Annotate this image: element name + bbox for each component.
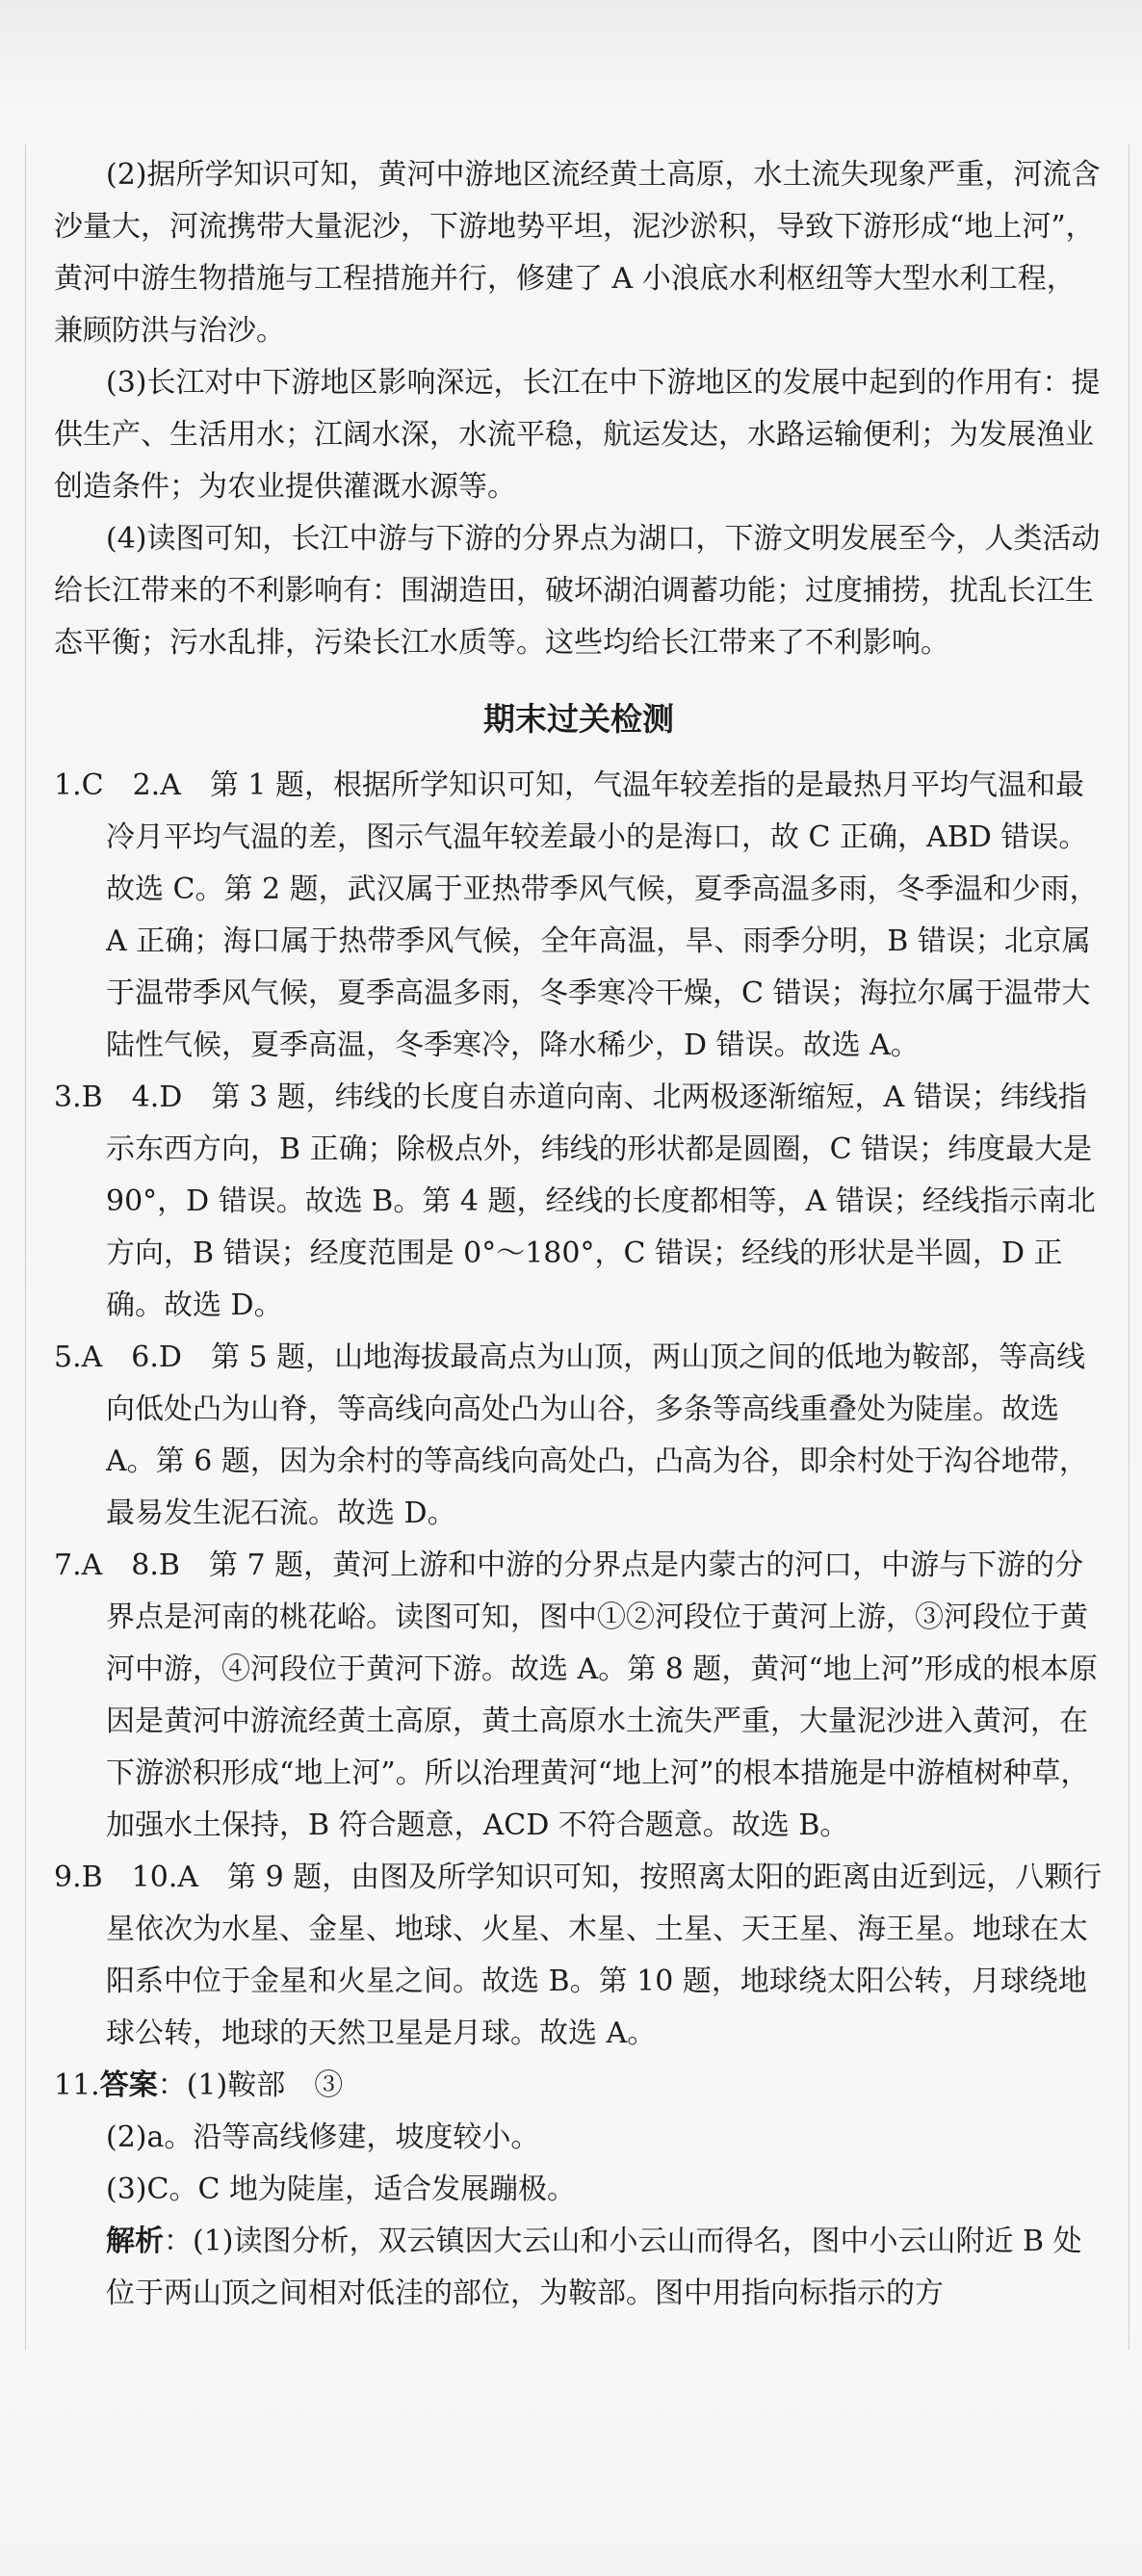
q11-answer-3: (3)C。C 地为陡崖，适合发展蹦极。 [106, 2173, 576, 2206]
answer-9-10: 9.B 10.A 第 9 题，由图及所学知识可知，按照离太阳的距离由近到远，八颗行星依次为水星、金星、地球、火星、木星、土星、天王星、海王星。地球在太阳系中位于金星和火星之间。故选 B。第 10 题，地球绕太阳公转，月球绕地球公转，地球的天然卫星是月球。故选 A。 [54, 1860, 1103, 2050]
q11-analysis-label: 解析 [106, 2225, 164, 2258]
q11-answer-2: (2)a。沿等高线修建，坡度较小。 [106, 2121, 540, 2154]
question-11 [54, 2060, 1103, 2320]
paragraph-4-text: (4)读图可知，长江中游与下游的分界点为湖口，下游文明发展至今，人类活动给长江带来的不利影响有：围湖造田，破坏湖泊调蓄功能；过度捕捞，扰乱长江生态平衡；污水乱排，污染长江水质等。这些均给长江带来了不利影响。 [54, 522, 1101, 660]
paragraph-2 [54, 149, 1103, 357]
document-body [54, 149, 1103, 2320]
paragraph-4 [54, 513, 1103, 669]
paragraph-3 [54, 357, 1103, 513]
q11-analysis-text: ：(1)读图分析，双云镇因大云山和小云山而得名，图中小云山附近 B 处位于两山顶之间相对低洼的部位，为鞍部。图中用指向标指示的方 [106, 2225, 1082, 2310]
section-heading: 期末过关检测 [483, 700, 674, 738]
answer-5-6: 5.A 6.D 第 5 题，山地海拔最高点为山顶，两山顶之间的低地为鞍部，等高线向低处凸为山脊，等高线向高处凸为山谷，多条等高线重叠处为陡崖。故选 A。第 6 题，因为余村的等高线向高处凸，凸高为谷，即余村处于沟谷地带，最易发生泥石流。故选 D。 [54, 1340, 1088, 1530]
q11-answer-label: 答案 [99, 2069, 158, 2102]
left-margin-line [25, 144, 26, 2350]
q11-analysis [54, 2216, 1103, 2320]
answer-1-2: 1.C 2.A 第 1 题，根据所学知识可知，气温年较差指的是最热月平均气温和最冷月平均气温的差，图示气温年较差最小的是海口，故 C 正确，ABD 错误。故选 C。第 2 题，武汉属于亚热带季风气候，夏季高温多雨，冬季温和少雨，A 正确；海口属于热带季风气候，全年高温，旱、雨季分明，B 错误；北京属于温带季风气候，夏季高温多雨，冬季寒冷干燥，C 错误；海拉尔属于温带大陆性气候，夏季高温，冬季寒冷，降水稀少，D 错误。故选 A。 [54, 768, 1099, 1062]
paragraph-2-text: (2)据所学知识可知，黄河中游地区流经黄土高原，水土流失现象严重，河流含沙量大，河流携带大量泥沙，下游地势平坦，泥沙淤积，导致下游形成“地上河”，黄河中游生物措施与工程措施并行，修建了 A 小浪底水利枢纽等大型水利工程，兼顾防洪与治沙。 [54, 158, 1101, 348]
q11-number: 11. [54, 2069, 100, 2102]
paragraph-3-text: (3)长江对中下游地区影响深远，长江在中下游地区的发展中起到的作用有：提供生产、生活用水；江阔水深，水流平稳，航运发达，水路运输便利；为发展渔业创造条件；为农业提供灌溉水源等。 [54, 366, 1101, 504]
q11-answer-1: ：(1)鞍部 ③ [157, 2069, 344, 2102]
answer-7-8: 7.A 8.B 第 7 题，黄河上游和中游的分界点是内蒙古的河口，中游与下游的分界点是河南的桃花峪。读图可知，图中①②河段位于黄河上游，③河段位于黄河中游，④河段位于黄河下游。故选 A。第 8 题，黄河“地上河”形成的根本原因是黄河中游流经黄土高原，黄土高原水土流失严重，大量泥沙进入黄河，在下游淤积形成“地上河”。所以治理黄河“地上河”的根本措施是中游植树种草，加强水土保持，B 符合题意，ACD 不符合题意。故选 B。 [54, 1548, 1099, 1842]
answer-3-4: 3.B 4.D 第 3 题，纬线的长度自赤道向南、北两极逐渐缩短，A 错误；纬线指示东西方向，B 正确；除极点外，纬线的形状都是圆圈，C 错误；纬度最大是 90°，D 错误。故选 B。第 4 题，经线的长度都相等，A 错误；经线指示南北方向，B 错误；经度范围是 0°～180°，C 错误；经线的形状是半圆，D 正确。故选 D。 [54, 1080, 1096, 1322]
